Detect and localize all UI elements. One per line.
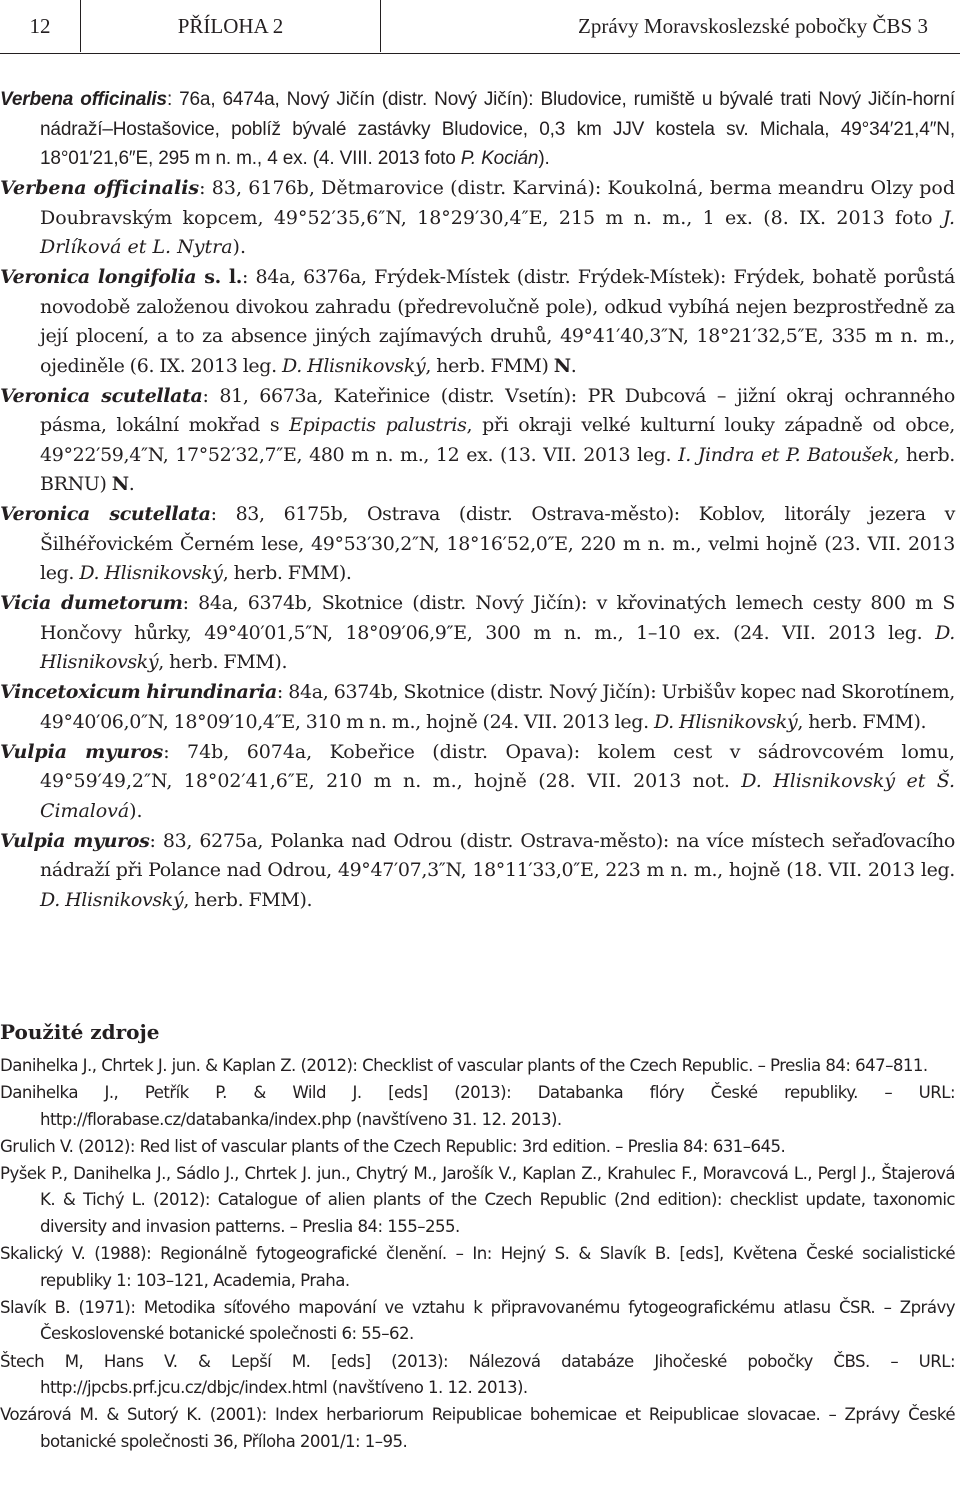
reference-item: Danihelka J., Petřík P. & Wild J. [eds] (2013): Databanka flóry České republiky. – URL: http://florabase.cz/databanka/index.php (navštíveno 31. 12. 2013).	[0, 1083, 955, 1129]
record-person: D. Hlisnikovský et Š. Cimalová	[40, 770, 955, 822]
species-name: Vulpia myuros	[0, 829, 150, 852]
reference-item: Vozárová M. & Sutorý K. (2001): Index herbariorum Reipublicae bohemicae et Reipublicae slovacae. – Zprávy České botanické společnosti 36, Příloha 2001/1: 1–95.	[0, 1405, 955, 1451]
record-person: J. Drlíková et L. Nytra	[40, 206, 955, 258]
record-tail: , herb. FMM).	[797, 710, 927, 733]
record-entry	[0, 738, 955, 827]
record-entry	[0, 174, 955, 263]
reference-item: Danihelka J., Chrtek J. jun. & Kaplan Z. (2012): Checklist of vascular plants of the Czech Republic. – Preslia 84: 647–811.	[0, 1056, 928, 1075]
record-text: : 81, 6673a, Kateřinice (distr. Vsetín): PR Dubcová – jižní okraj ochranného pásma, lokální mokřad s	[40, 384, 955, 436]
species-name: Veronica longifolia	[0, 266, 197, 288]
species-name: Veronica scutellata	[0, 384, 203, 407]
record-person: D. Hlisnikovský	[40, 888, 184, 911]
species-suffix: s. l.	[196, 266, 242, 288]
species-name: Verbena officinalis	[0, 89, 167, 110]
record-entry	[0, 678, 955, 737]
reference-item: Slavík B. (1971): Metodika síťového mapování ve vztahu k připravovanému fytogeografickému atlasu ČSR. – Zprávy Československé botanické společnosti 6: 55–62.	[0, 1297, 955, 1344]
record-text: : 84a, 6374b, Skotnice (distr. Nový Jičín): Urbišův kopec nad Skorotínem, 49°40′06,0″N, 18°09′10,4″E, 310 m n. m., hojně (24. VII. 2013 leg.	[40, 681, 955, 733]
reference-item: Skalický V. (1988): Regionálně fytogeografické členění. – In: Hejný S. & Slavík B. [eds], Květena České socialistické republiky 1: 103–121, Academia, Praha.	[0, 1244, 955, 1290]
record-entry	[0, 263, 955, 381]
record-text: : 83, 6175b, Ostrava (distr. Ostrava-město): Koblov, litorály jezera v Šilhéřovickém Černém lese, 49°53′30,2″N, 18°16′52,0″E, 220 m n. m., velmi hojně (23. VII. 2013 leg.	[40, 503, 955, 584]
record-tail: , herb. FMM).	[158, 651, 288, 673]
page-number: 12	[0, 0, 81, 52]
record-tail: , herb. FMM)	[425, 354, 554, 377]
record-text: : 84a, 6376a, Frýdek-Místek (distr. Frýdek-Místek): Frýdek, bohatě porůstá novodobě založenou divokou zahradu (předrevolučně pole), odkud vybíhá nejen bezprostředně za její plocení, a to za absence jiných zajímavých druhů, 49°41′40,3″N, 18°21′32,5″E, 335 m n. m., ojediněle (6. IX. 2013 leg.	[40, 266, 956, 377]
references-heading: Použité zdroje	[0, 1020, 160, 1044]
references-list	[0, 1053, 955, 1456]
reference-item: Pyšek P., Danihelka J., Sádlo J., Chrtek J. jun., Chytrý M., Jarošík V., Kaplan Z., Krahulec F., Moravcová L., Pergl J., Štajerová K. & Tichý L. (2012): Catalogue of alien plants of the Czech Republic (2nd edition): checklist update, taxonomic diversity and invasion patterns. – Preslia 84: 155–255.	[0, 1163, 955, 1237]
record-person: D. Hlisnikovský	[282, 354, 426, 377]
record-text: : 74b, 6074a, Kobeřice (distr. Opava): kolem cest v sádrovcovém lomu, 49°59′49,2″N, 18°02′41,6″E, 210 m n. m., hojně (28. VII. 2013 not.	[40, 740, 955, 792]
record-person: D. Hlisnikovský	[79, 562, 223, 584]
record-entry	[0, 500, 955, 589]
journal-title: Zprávy Moravskoslezské pobočky ČBS 3	[578, 13, 928, 38]
record-tail: ).	[538, 148, 550, 169]
section-label: PŘÍLOHA 2	[81, 0, 381, 52]
record-person: P. Kocián	[460, 148, 539, 169]
record-entry	[0, 382, 955, 500]
record-text: : 83, 6275a, Polanka nad Odrou (distr. Ostrava-město): na více místech seřaďovacího nádraží při Polance nad Odrou, 49°47′07,3″N, 18°11′33,0″E, 223 m n. m., hojně (18. VII. 2013 leg.	[40, 829, 955, 881]
new-record-mark: N	[111, 473, 129, 495]
running-header	[0, 0, 960, 54]
record-tail: , herb. BRNU)	[40, 443, 955, 495]
reference-item: Štech M, Hans V. & Lepší M. [eds] (2013): Nálezová databáze Jihočeské pobočky ČBS. – URL: http://jpcbs.prf.jcu.cz/dbjc/index.html (navštíveno 1. 12. 2013).	[0, 1351, 955, 1398]
record-tail: , herb. FMM).	[183, 888, 313, 911]
record-tail: , herb. FMM).	[222, 562, 352, 584]
records-list	[0, 85, 955, 916]
species-name: Vicia dumetorum	[0, 592, 183, 614]
record-entry	[0, 827, 955, 916]
record-end: .	[128, 473, 135, 495]
species-name: Vulpia myuros	[0, 740, 164, 763]
species-name: Verbena officinalis	[0, 177, 200, 199]
new-record-mark: N	[553, 354, 571, 377]
record-end: .	[570, 354, 577, 377]
record-person: D. Hlisnikovský	[653, 710, 798, 733]
record-tail: ).	[232, 236, 246, 258]
species-name: Veronica scutellata	[0, 503, 211, 525]
record-entry	[0, 589, 955, 678]
record-entry	[0, 85, 955, 174]
record-tail: ).	[129, 799, 143, 822]
record-person: D. Hlisnikovský	[40, 621, 955, 673]
record-text-2: , při okraji velké kulturní louky západně od obce, 49°22′59,4″N, 17°52′32,7″E, 480 m n. m., 12 ex. (13. VII. 2013 leg.	[40, 414, 955, 466]
record-text: : 76a, 6474a, Nový Jičín (distr. Nový Jičín): Bludovice, rumiště u bývalé trati Nový Jičín-horní nádraží–Hostašovice, poblíž bývalé zastávky Bludovice, 0,3 km JJV kostela sv. Michala, 49°34′21,4″N, 18°01′21,6″E, 295 m n. m., 4 ex. (4. VIII. 2013 foto	[40, 89, 956, 169]
record-text: : 83, 6176b, Dětmarovice (distr. Karviná): Koukolná, berma meandru Olzy pod Doubravským kopcem, 49°52′35,6″N, 18°29′30,4″E, 215 m n. m., 1 ex. (8. IX. 2013 foto	[40, 177, 955, 229]
reference-item: Grulich V. (2012): Red list of vascular plants of the Czech Republic: 3rd edition. – Preslia 84: 631–645.	[0, 1136, 786, 1156]
record-person: I. Jindra et P. Batoušek	[678, 443, 894, 466]
species-name: Vincetoxicum hirundinaria	[0, 681, 277, 703]
taxon-name: Epipactis palustris	[289, 414, 467, 436]
record-text: : 84a, 6374b, Skotnice (distr. Nový Jičín): v křovinatých lemech cesty 800 m S Hončovy hůrky, 49°40′01,5″N, 18°09′06,9″E, 300 m n. m., 1–10 ex. (24. VII. 2013 leg.	[40, 592, 955, 644]
